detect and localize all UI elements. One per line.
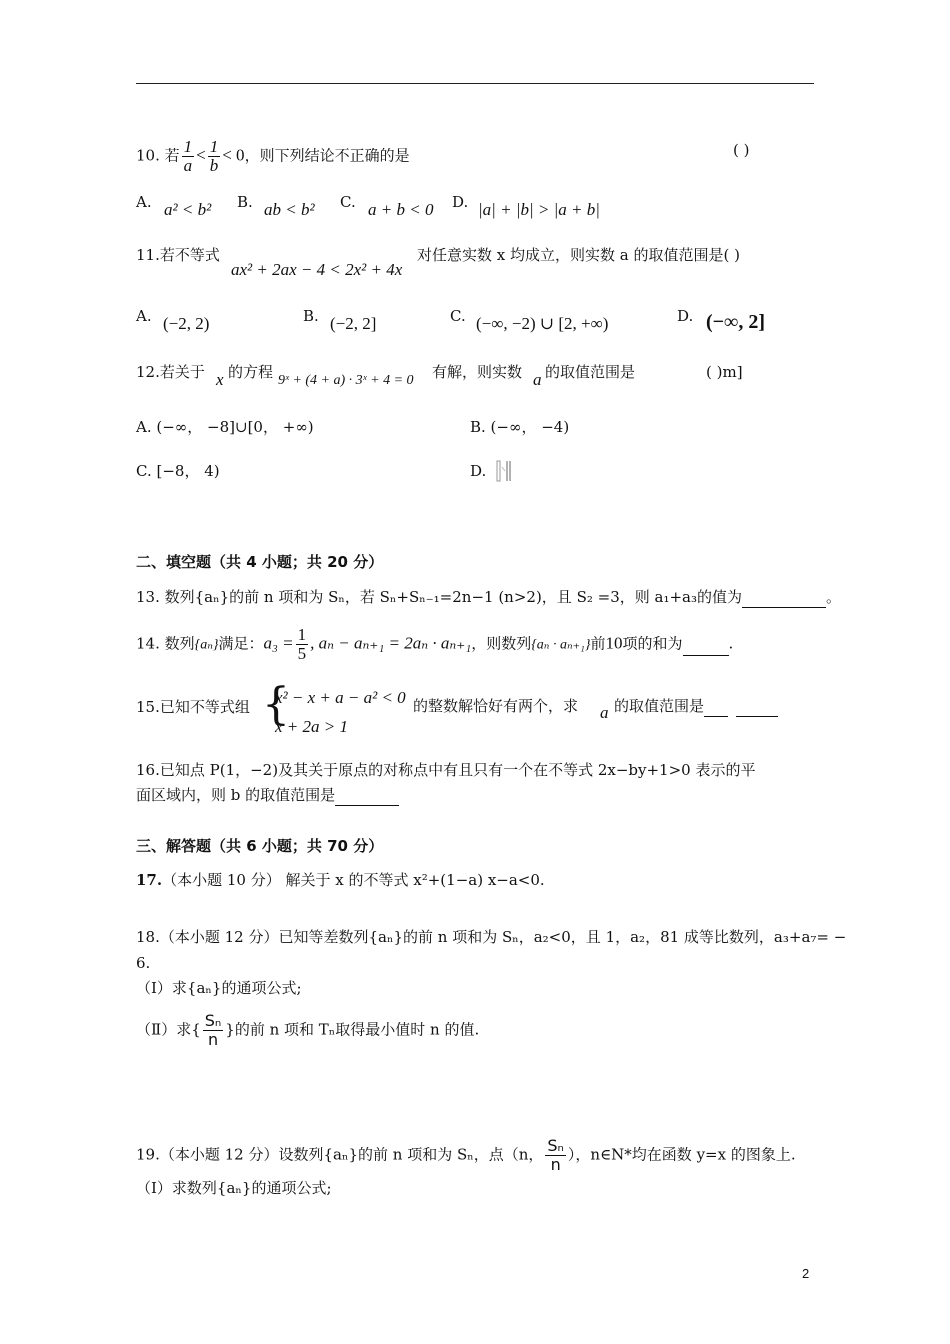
- q15-var-a: a: [600, 703, 609, 722]
- q15-answer-blank-2[interactable]: [736, 696, 778, 717]
- q11-option-b: (−2, 2]: [330, 314, 377, 333]
- q15-inequality-2: x + 2a > 1: [275, 717, 348, 736]
- q10-option-b: ab < b²: [264, 200, 315, 219]
- q11-formula: ax² + 2ax − 4 < 2x² + 4x: [231, 260, 403, 279]
- q15-stem-2: 的整数解恰好有两个，求: [413, 697, 579, 715]
- q15-answer-blank-1[interactable]: [704, 696, 728, 717]
- q12-formula: 9ˣ + (4 + a) · 3ˣ + 4 = 0: [278, 373, 414, 388]
- q10-option-a: a² < b²: [164, 200, 212, 219]
- q10-option-c: a + b < 0: [368, 200, 434, 219]
- q11-option-b-label: B.: [303, 307, 319, 325]
- q12-option-c: C. [−8， 4): [136, 462, 220, 480]
- q10-option-b-label: B.: [237, 193, 253, 211]
- q12-var-x: x: [216, 370, 224, 389]
- q17-text: 17.（本小题 10 分） 解关于 x 的不等式 x²+(1−a) x−a<0.: [136, 871, 545, 889]
- q18-part-1: （Ⅰ）求{aₙ}的通项公式;: [136, 979, 302, 997]
- q19-part-1: （Ⅰ）求数列{aₙ}的通项公式;: [136, 1179, 332, 1197]
- q11-stem-start: 11.若不等式: [136, 246, 220, 264]
- q12-stem-4: 的取值范围是: [545, 363, 636, 381]
- q16-line-2: 面区域内，则 b 的取值范围是: [136, 785, 399, 806]
- q11-option-c: (−∞, −2) ∪ [2, +∞): [476, 314, 609, 333]
- q10-option-a-label: A.: [136, 193, 152, 211]
- q15-inequality-1: x² − x + a − a² < 0: [275, 688, 406, 707]
- q13-answer-blank[interactable]: [742, 587, 826, 608]
- q10-stem: 10. 若 $\frac{1}{a}$ < $\frac{1}{b}$ < 0，则下列结论不正确的是: [136, 137, 410, 175]
- q12-answer-paren: ( )m]: [706, 363, 743, 381]
- q12-stem-2: 的方程: [228, 363, 274, 381]
- q15-stem-1: 15.已知不等式组: [136, 698, 250, 716]
- q11-option-d: (−∞, 2]: [706, 311, 765, 333]
- q12-option-d-broken-image: [496, 458, 514, 489]
- q18-line-2: 6.: [136, 954, 151, 972]
- q18-line-1: 18.（本小题 12 分）已知等差数列{aₙ}的前 n 项和为 Sₙ，a₂<0，且 1，a₂，81 成等比数列，a₃+a₇= −: [136, 928, 847, 946]
- header-rule: [136, 83, 814, 84]
- q11-option-c-label: C.: [450, 307, 466, 325]
- q10-option-d: |a| + |b| > |a + b|: [478, 200, 600, 219]
- q13-text: 13. 数列{aₙ}的前 n 项和为 Sₙ，若 Sₙ+Sₙ₋₁=2n−1 (n>2)，且 S₂ =3，则 a₁+a₃的值为 。: [136, 588, 842, 606]
- q14-text: 14. 数列{aₙ}满足：a₃ = $\frac{1}{5}$ , aₙ − aₙ₊₁ = 2aₙ · aₙ₊₁，则数列{aₙ · aₙ₊₁}前10项的和为 .: [136, 625, 734, 663]
- q11-option-a: (−2, 2): [163, 314, 210, 333]
- q18-part-2: （Ⅱ）求{ $\frac{\text{Sₙ}}{n}$ }的前 n 项和 Tₙ取得最小值时 n 的值.: [136, 1011, 480, 1049]
- q19-stem: 19.（本小题 12 分）设数列{aₙ}的前 n 项和为 Sₙ，点（n， $\frac{\text{Sₙ}}{n}$ ），n∈N*均在函数 y=x 的图象上.: [136, 1136, 796, 1174]
- q11-option-d-label: D.: [677, 307, 694, 325]
- q14-answer-blank[interactable]: [683, 633, 729, 656]
- q10-option-c-label: C.: [340, 193, 356, 211]
- q15-stem-3: 的取值范围是: [614, 696, 778, 717]
- q12-option-a: A. (−∞， −8]∪[0， +∞): [136, 418, 314, 436]
- q12-option-d-label: D.: [470, 462, 487, 480]
- q11-option-a-label: A.: [136, 307, 152, 325]
- q16-answer-blank[interactable]: [335, 785, 399, 806]
- q12-stem-1: 12.若关于: [136, 363, 205, 381]
- q16-line-1: 16.已知点 P(1，−2)及其关于原点的对称点中有且只有一个在不等式 2x−by+1>0 表示的平: [136, 761, 756, 779]
- page-number: 2: [802, 1266, 810, 1281]
- q10-option-d-label: D.: [452, 193, 469, 211]
- section-3-title: 三、解答题（共 6 小题；共 70 分）: [136, 837, 384, 855]
- q12-option-b: B. (−∞， −4): [470, 418, 570, 436]
- q12-var-a: a: [533, 370, 542, 389]
- broken-image-icon: [496, 458, 514, 484]
- q12-stem-3: 有解，则实数: [432, 363, 523, 381]
- section-2-title: 二、填空题（共 4 小题；共 20 分）: [136, 553, 384, 571]
- system-brace: {: [262, 679, 290, 730]
- q11-stem-end: 对任意实数 x 均成立，则实数 a 的取值范围是( ): [417, 246, 740, 264]
- q10-answer-paren: ( ): [733, 141, 750, 159]
